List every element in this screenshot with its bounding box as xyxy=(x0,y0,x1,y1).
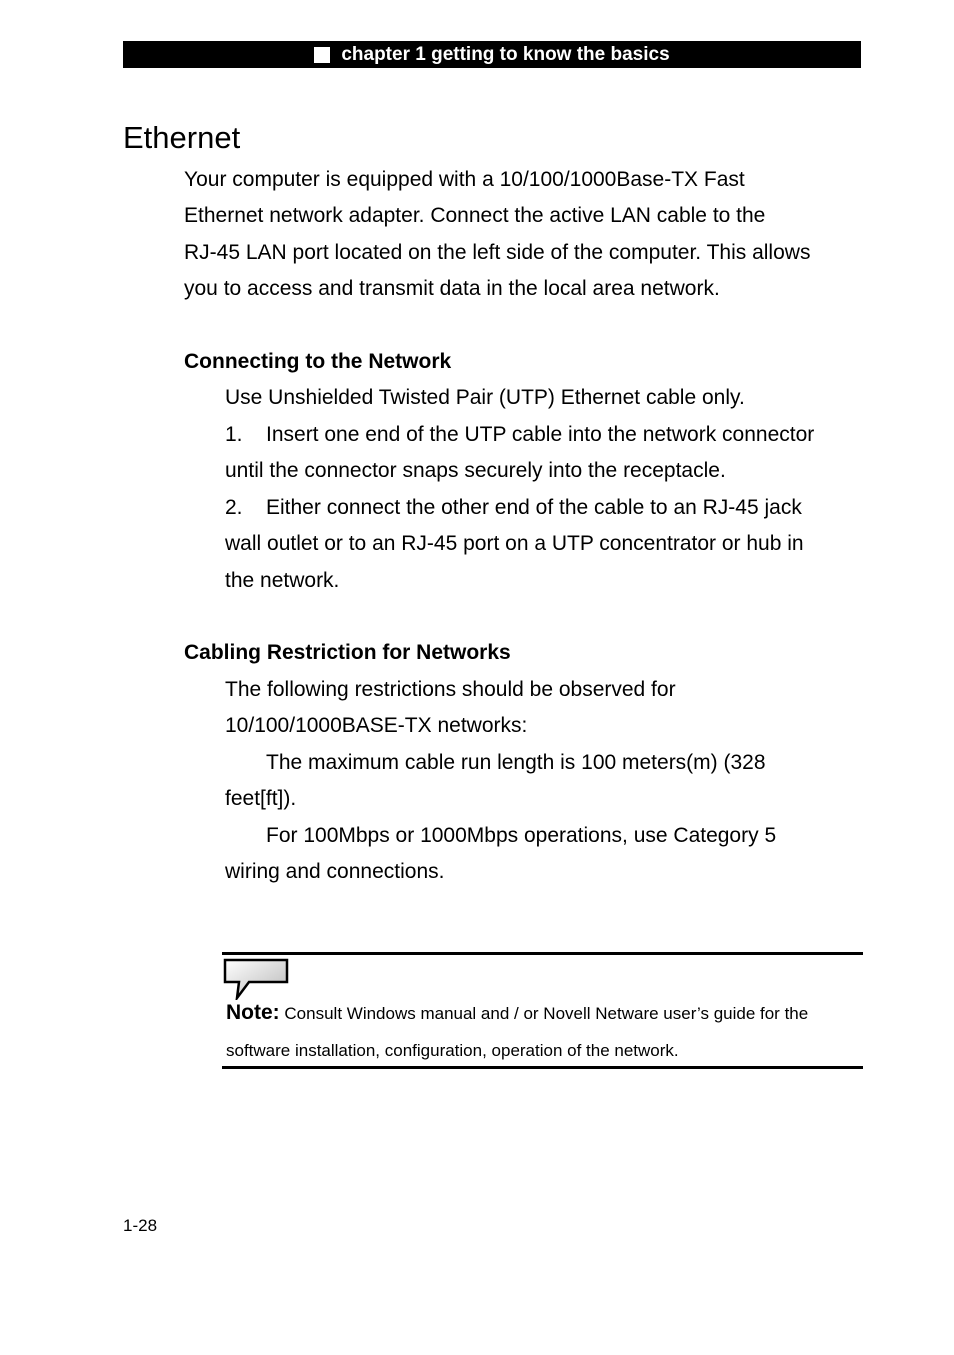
step-number: 2. xyxy=(225,496,243,519)
intro-line: RJ-45 LAN port located on the left side of the computer. This allows xyxy=(184,241,811,264)
restriction-item: For 100Mbps or 1000Mbps operations, use Category 5 xyxy=(266,824,777,847)
page-title: Ethernet xyxy=(123,120,241,155)
step-text: Either connect the other end of the cable to an RJ-45 jack xyxy=(266,496,802,519)
step-1-continued: until the connector snaps securely into the receptacle. xyxy=(225,459,726,482)
step-2-continued: the network. xyxy=(225,569,340,592)
step-number: 1. xyxy=(225,423,243,446)
intro-line: Ethernet network adapter. Connect the active LAN cable to the xyxy=(184,204,766,227)
connecting-lead: Use Unshielded Twisted Pair (UTP) Ethernet cable only. xyxy=(225,386,745,409)
step-1 xyxy=(225,423,814,447)
page-number: 1-28 xyxy=(123,1216,158,1235)
note-top-rule xyxy=(222,952,863,955)
square-bullet-icon xyxy=(314,47,330,63)
section-heading-connecting: Connecting to the Network xyxy=(184,350,452,373)
step-2-continued: wall outlet or to an RJ-45 port on a UTP concentrator or hub in xyxy=(225,532,804,555)
note-text xyxy=(226,1001,808,1025)
chapter-header xyxy=(123,41,861,68)
cabling-lead: 10/100/1000BASE-TX networks: xyxy=(225,714,528,737)
note-bottom-rule xyxy=(222,1066,863,1069)
note-label: Note: xyxy=(226,1001,280,1024)
cabling-lead: The following restrictions should be observed for xyxy=(225,678,676,701)
step-text: Insert one end of the UTP cable into the network connector xyxy=(266,423,815,446)
step-2 xyxy=(225,496,802,520)
restriction-item: The maximum cable run length is 100 meters(m) (328 xyxy=(266,751,766,774)
chapter-title: chapter 1 getting to know the basics xyxy=(341,43,670,65)
section-heading-cabling: Cabling Restriction for Networks xyxy=(184,641,511,664)
note-text-continued: software installation, configuration, operation of the network. xyxy=(226,1041,679,1060)
intro-line: Your computer is equipped with a 10/100/1000Base-TX Fast xyxy=(184,168,745,191)
intro-line: you to access and transmit data in the local area network. xyxy=(184,277,720,300)
restriction-item-continued: wiring and connections. xyxy=(225,860,445,883)
restriction-item-continued: feet[ft]). xyxy=(225,787,297,810)
speech-bubble-icon xyxy=(223,958,291,1000)
note-body: Consult Windows manual and / or Novell Netware user’s guide for the xyxy=(284,1004,809,1023)
